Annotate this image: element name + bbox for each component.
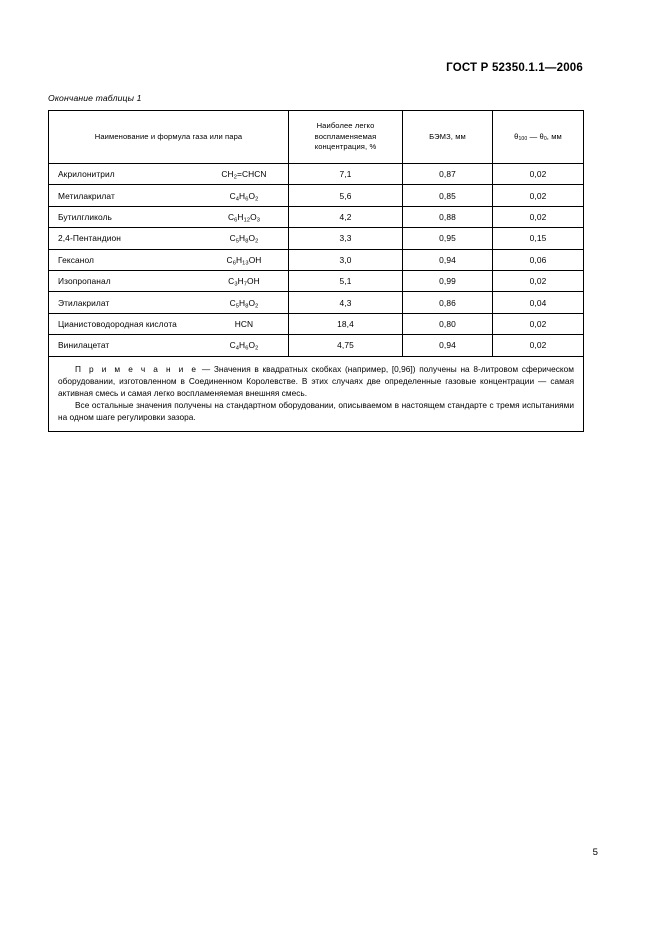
cell-name-formula xyxy=(49,228,289,249)
substance-formula: $C_5H_8O_2$ xyxy=(229,297,259,309)
note-label: П р и м е ч а н и е xyxy=(75,363,199,374)
cell-concentration: 5,6 xyxy=(289,185,403,206)
theta-symbol-0: θ xyxy=(539,131,544,141)
substance-name: Цианистоводородная кислота xyxy=(58,318,177,329)
substance-formula: $C_4H_6O_2$ xyxy=(229,190,259,202)
cell-concentration: 3,3 xyxy=(289,228,403,249)
cell-name-formula xyxy=(49,249,289,270)
substance-formula: $C_5H_8O_2$ xyxy=(229,233,259,245)
substance-formula: $C_3H_7OH$ xyxy=(228,276,260,288)
cell-bemz: 0,80 xyxy=(403,313,493,334)
cell-concentration: 5,1 xyxy=(289,270,403,291)
substance-name: Изопропанал xyxy=(58,276,111,287)
cell-theta: 0,02 xyxy=(493,335,584,356)
cell-theta: 0,02 xyxy=(493,185,584,206)
cell-bemz: 0,86 xyxy=(403,292,493,313)
substance-name: 2,4-Пентандион xyxy=(58,233,122,244)
table-note-cell xyxy=(49,356,584,431)
cell-theta: 0,02 xyxy=(493,313,584,334)
cell-name-formula xyxy=(49,335,289,356)
substance-formula: HCN xyxy=(234,318,254,329)
cell-name-formula xyxy=(49,164,289,185)
cell-bemz: 0,94 xyxy=(403,249,493,270)
cell-bemz: 0,88 xyxy=(403,206,493,227)
table-row xyxy=(49,335,584,356)
table-row xyxy=(49,313,584,334)
note-paragraph-1 xyxy=(58,363,574,400)
theta-dash: — xyxy=(527,131,540,141)
column-header-theta-difference xyxy=(493,111,584,164)
cell-name-formula xyxy=(49,270,289,291)
table-row xyxy=(49,228,584,249)
table-row xyxy=(49,206,584,227)
table-body xyxy=(49,111,584,432)
cell-concentration: 18,4 xyxy=(289,313,403,334)
cell-theta: 0,15 xyxy=(493,228,584,249)
substance-name: Акрилонитрил xyxy=(58,169,115,180)
theta-subscript-100: 100 xyxy=(518,135,528,142)
cell-concentration: 7,1 xyxy=(289,164,403,185)
table-row xyxy=(49,185,584,206)
table-row xyxy=(49,164,584,185)
cell-bemz: 0,85 xyxy=(403,185,493,206)
gas-vapour-parameters-table xyxy=(48,110,584,432)
note-paragraph-2: Все остальные значения получены на стандартном оборудовании, описываемом в настоящем стандарте с тремя испытаниями на одном шаге регулировки зазора. xyxy=(58,400,574,423)
substance-name: Гексанол xyxy=(58,254,95,265)
cell-concentration: 4,2 xyxy=(289,206,403,227)
table-container xyxy=(48,110,583,432)
cell-theta: 0,02 xyxy=(493,270,584,291)
table-header-row xyxy=(49,111,584,164)
cell-theta: 0,04 xyxy=(493,292,584,313)
cell-concentration: 4,75 xyxy=(289,335,403,356)
cell-name-formula xyxy=(49,292,289,313)
theta-unit: , мм xyxy=(546,131,562,141)
table-caption: Окончание таблицы 1 xyxy=(48,93,142,103)
table-row xyxy=(49,249,584,270)
substance-name: Винилацетат xyxy=(58,340,110,351)
cell-concentration: 3,0 xyxy=(289,249,403,270)
column-header-name-formula: Наименование и формула газа или пара xyxy=(49,111,289,164)
table-row xyxy=(49,270,584,291)
cell-bemz: 0,87 xyxy=(403,164,493,185)
page-number: 5 xyxy=(592,847,598,858)
substance-formula: $C_6H_{12}O_3$ xyxy=(227,211,261,224)
substance-name: Этилакрилат xyxy=(58,297,110,308)
substance-formula: $CH_2=CHCN$ xyxy=(221,169,267,181)
theta-symbol-100: θ xyxy=(514,131,519,141)
substance-formula: $C_6H_{13}OH$ xyxy=(226,254,262,266)
table-row xyxy=(49,292,584,313)
substance-name: Бутилгликоль xyxy=(58,211,113,222)
cell-theta: 0,02 xyxy=(493,206,584,227)
note-paragraph-1-text: — Значения в квадратных скобках (например, [0,96]) получены на 8-литровом сферическом оборудовании, изготовленном в Соединенном Королевстве. В этих случаях две определенные газовые концентрации — самая активная смесь и самая легко воспламеняемая внешняя смесь. xyxy=(58,363,574,398)
cell-bemz: 0,99 xyxy=(403,270,493,291)
theta-subscript-0: 0 xyxy=(543,135,547,142)
cell-name-formula xyxy=(49,206,289,227)
substance-name: Метилакрилат xyxy=(58,190,115,201)
cell-bemz: 0,95 xyxy=(403,228,493,249)
cell-name-formula xyxy=(49,313,289,334)
substance-formula: $C_4H_6O_2$ xyxy=(229,340,259,352)
cell-name-formula xyxy=(49,185,289,206)
column-header-bemz: БЭМЗ, мм xyxy=(403,111,493,164)
cell-bemz: 0,94 xyxy=(403,335,493,356)
cell-theta: 0,06 xyxy=(493,249,584,270)
column-header-concentration: Наиболее легко воспламеняемая концентрация, % xyxy=(289,111,403,164)
cell-theta: 0,02 xyxy=(493,164,584,185)
table-note-row xyxy=(49,356,584,431)
cell-concentration: 4,3 xyxy=(289,292,403,313)
document-header-standard-number: ГОСТ Р 52350.1.1—2006 xyxy=(446,62,583,74)
